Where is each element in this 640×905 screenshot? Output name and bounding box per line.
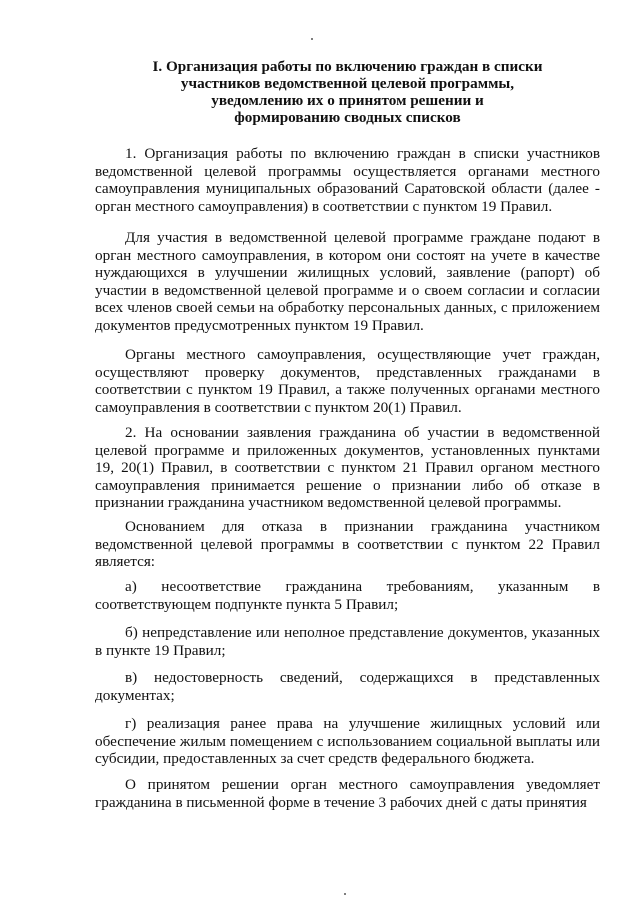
- paragraph-1: 1. Организация работы по включению граждан в списки участников ведомственной целевой программы осуществляется органами местного самоуправления муниципальных образований Саратовской области (далее - орган местного самоуправления) в соответствии с пунктом 19 Правил.: [95, 145, 600, 215]
- paragraph-2: Для участия в ведомственной целевой программе граждане подают в орган местного самоуправления, в котором они состоят на учете в качестве нуждающихся в улучшении жилищных условий, заявление (рапорт) об участии в ведомственной целевой программе и о своем согласии и согласии всех членов своей семьи на обработку персональных данных, с приложением документов предусмотренных пунктом 19 Правил.: [95, 229, 600, 334]
- section-heading: [95, 58, 600, 126]
- list-item-b: б) непредставление или неполное представление документов, указанных в пункте 19 Правил;: [95, 624, 600, 659]
- paragraph-3: Органы местного самоуправления, осуществляющие учет граждан, осуществляют проверку документов, представленных гражданами в соответствии с пунктом 19 Правил, а также полученных органами местного самоуправления в соответствии с пунктом 20(1) Правил.: [95, 346, 600, 416]
- paragraph-5: Основанием для отказа в признании гражданина участником ведомственной целевой программы в соответствии с пунктом 22 Правил является:: [95, 518, 600, 571]
- paragraph-6: О принятом решении орган местного самоуправления уведомляет гражданина в письменной форме в течение 3 рабочих дней с даты принятия: [95, 776, 600, 811]
- paragraph-4: 2. На основании заявления гражданина об участии в ведомственной целевой программе и приложенных документов, установленных пунктами 19, 20(1) Правил, в соответствии с пунктом 21 Правил органом местного самоуправления принимается решение о признании либо об отказе в признании гражданина участником ведомственной целевой программы.: [95, 424, 600, 512]
- heading-line: формированию сводных списков: [234, 109, 461, 126]
- scan-speck: [344, 893, 346, 895]
- list-item-a: а) несоответствие гражданина требованиям, указанным в соответствующем подпункте пункта 5 Правил;: [95, 578, 600, 613]
- heading-line: I. Организация работы по включению граждан в списки: [152, 58, 543, 75]
- list-item-c: в) недостоверность сведений, содержащихся в представленных документах;: [95, 669, 600, 704]
- scan-speck: [311, 38, 313, 40]
- heading-line: уведомлению их о принятом решении и: [211, 92, 484, 109]
- list-item-d: г) реализация ранее права на улучшение жилищных условий или обеспечение жилым помещением с использованием социальной выплаты или субсидии, предоставленных за счет средств федерального бюджета.: [95, 715, 600, 768]
- heading-line: участников ведомственной целевой программы,: [180, 75, 515, 92]
